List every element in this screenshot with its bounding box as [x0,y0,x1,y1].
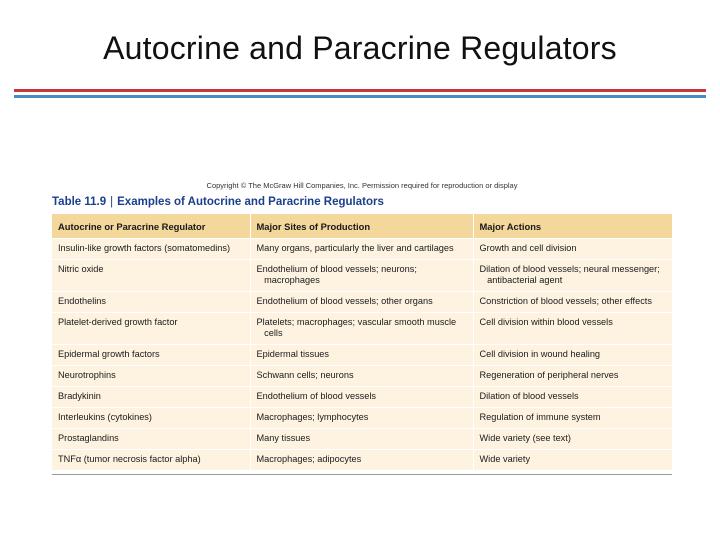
table-row [52,313,672,345]
table-row [52,292,672,313]
table-row [52,450,672,471]
slide-title: Autocrine and Paracrine Regulators [103,30,617,66]
column-header-actions: Major Actions [473,214,672,239]
table-row [52,366,672,387]
table-header-row [52,214,672,239]
cell-sites: Many organs, particularly the liver and cartilages [250,239,473,260]
cell-sites: Endothelium of blood vessels [250,387,473,408]
cell-regulator: Endothelins [52,292,250,313]
cell-sites: Platelets; macrophages; vascular smooth muscle cells [250,313,473,345]
cell-actions: Regulation of immune system [473,408,672,429]
cell-actions: Cell division within blood vessels [473,313,672,345]
cell-sites: Endothelium of blood vessels; neurons; macrophages [250,260,473,292]
cell-actions: Wide variety [473,450,672,471]
cell-actions: Cell division in wound healing [473,345,672,366]
regulators-table [52,214,673,470]
table-title: Examples of Autocrine and Paracrine Regulators [117,196,384,208]
cell-actions: Dilation of blood vessels [473,387,672,408]
table-row [52,260,672,292]
cell-actions: Dilation of blood vessels; neural messenger; antibacterial agent [473,260,672,292]
cell-regulator: Bradykinin [52,387,250,408]
table-row [52,387,672,408]
table-row [52,429,672,450]
cell-actions: Constriction of blood vessels; other effects [473,292,672,313]
cell-actions: Regeneration of peripheral nerves [473,366,672,387]
cell-actions: Wide variety (see text) [473,429,672,450]
table-row [52,345,672,366]
copyright-notice: Copyright © The McGraw Hill Companies, Inc. Permission required for reproduction or display [206,181,518,190]
table-number: Table 11.9 [52,196,107,208]
table-heading [52,196,672,208]
table-row [52,408,672,429]
cell-regulator: Epidermal growth factors [52,345,250,366]
column-header-sites: Major Sites of Production [250,214,473,239]
cell-regulator: Platelet-derived growth factor [52,313,250,345]
cell-sites: Macrophages; lymphocytes [250,408,473,429]
cell-sites: Many tissues [250,429,473,450]
cell-regulator: Insulin-like growth factors (somatomedins) [52,239,250,260]
column-header-regulator: Autocrine or Paracrine Regulator [52,214,250,239]
cell-regulator: Interleukins (cytokines) [52,408,250,429]
table-heading-separator: | [110,196,114,208]
cell-sites: Schwann cells; neurons [250,366,473,387]
title-divider-blue [14,95,706,98]
cell-regulator: Nitric oxide [52,260,250,292]
cell-sites: Epidermal tissues [250,345,473,366]
cell-actions: Growth and cell division [473,239,672,260]
cell-regulator: Neurotrophins [52,366,250,387]
cell-regulator: TNFα (tumor necrosis factor alpha) [52,450,250,471]
cell-sites: Endothelium of blood vessels; other organs [250,292,473,313]
cell-regulator: Prostaglandins [52,429,250,450]
cell-sites: Macrophages; adipocytes [250,450,473,471]
table-row [52,239,672,260]
title-divider-red [14,89,706,92]
table-bottom-rule [52,474,672,475]
